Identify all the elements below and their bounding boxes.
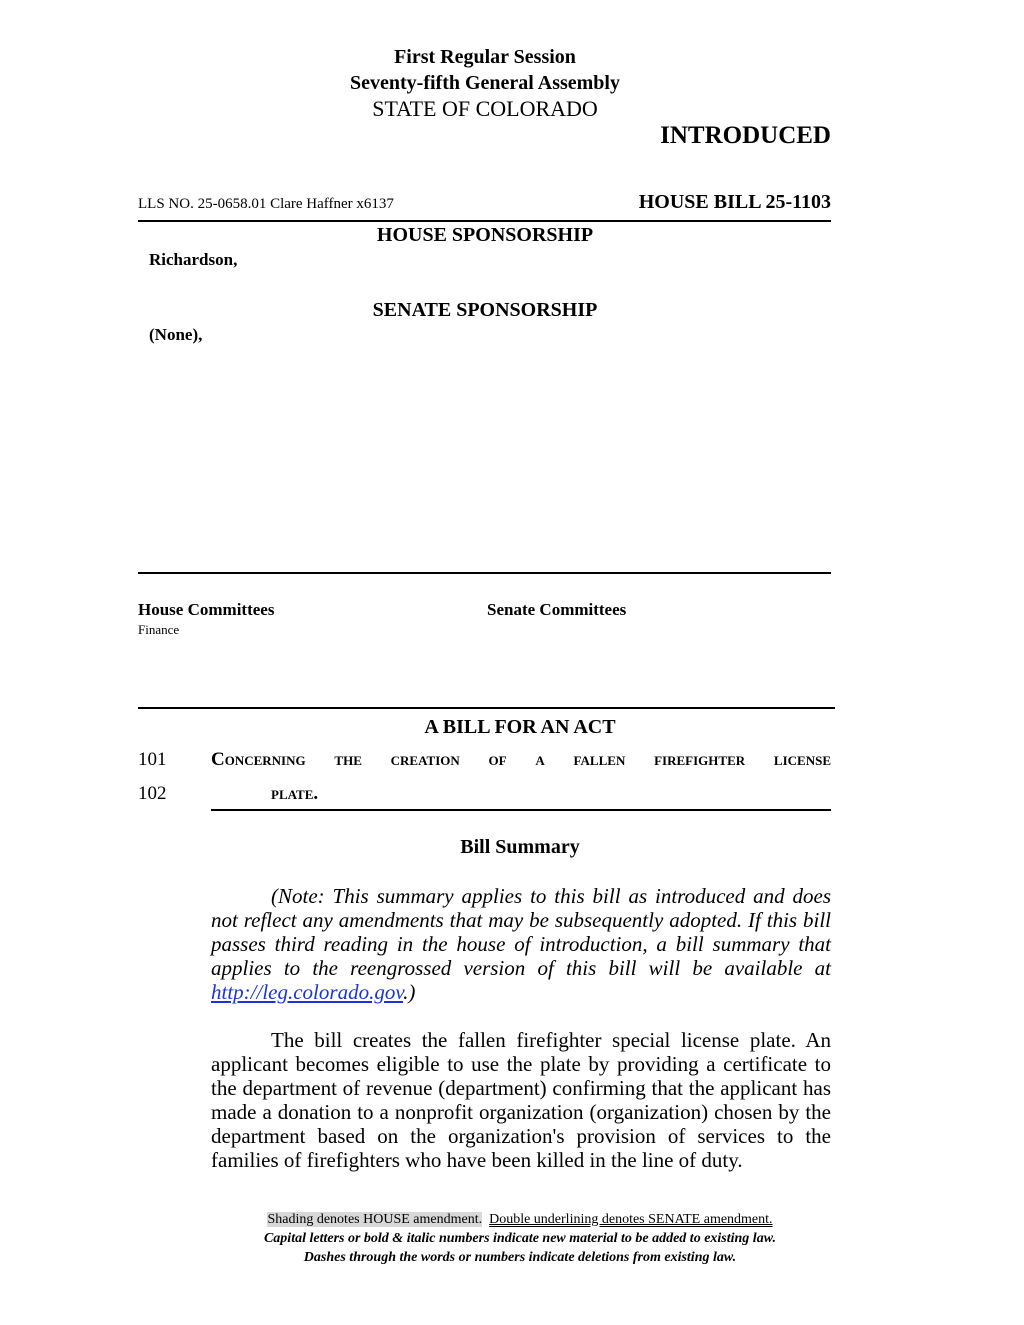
header-rule bbox=[138, 220, 831, 222]
summary-note-end: .) bbox=[403, 980, 416, 1004]
summary-note-text: (Note: This summary applies to this bill as introduced and does not reflect any amendments that may be subsequently adopted. If this bill passes third reading in the house of introduction, a bill summary that applies to the reengrossed version of this bill will be available at bbox=[211, 884, 831, 980]
summary-body: The bill creates the fallen firefighter special license plate. An applicant becomes eligible to use the plate by providing a certificate to the department of revenue (department) confirming that the applicant has made a donation to a nonprofit organization (organization) chosen by the department based on the organization's provision of services to the families of firefighters who have been killed in the line of duty. bbox=[211, 1028, 831, 1172]
dashes-note: Dashes through the words or numbers indicate deletions from existing law. bbox=[303, 1250, 737, 1265]
house-committee-item: Finance bbox=[138, 622, 180, 637]
capital-letters-note: Capital letters or bold & italic numbers indicate new material to be added to existing law. bbox=[263, 1231, 777, 1246]
committees-top-rule bbox=[138, 572, 831, 574]
assembly-label: Seventy-fifth General Assembly bbox=[350, 72, 620, 94]
act-title-line: plate. bbox=[271, 783, 319, 804]
house-amendment-note: Shading denotes HOUSE amendment. bbox=[267, 1212, 483, 1227]
senate-committees-heading: Senate Committees bbox=[487, 600, 627, 619]
act-title-rule bbox=[211, 809, 831, 811]
line-number: 102 bbox=[138, 783, 167, 804]
act-title-line: Concerning the creation of a fallen firefighter license bbox=[211, 749, 831, 770]
leg-website-link[interactable]: http://leg.colorado.gov bbox=[211, 980, 404, 1004]
house-sponsors: Richardson, bbox=[149, 250, 238, 269]
state-label: STATE OF COLORADO bbox=[372, 96, 598, 121]
act-top-rule bbox=[138, 707, 835, 709]
line-number: 101 bbox=[138, 749, 167, 770]
bill-number: HOUSE BILL 25-1103 bbox=[638, 191, 831, 213]
summary-note bbox=[211, 884, 831, 1004]
act-heading: A BILL FOR AN ACT bbox=[424, 716, 616, 738]
senate-sponsors: (None), bbox=[149, 325, 203, 344]
bill-status: INTRODUCED bbox=[660, 122, 831, 149]
bill-summary-heading: Bill Summary bbox=[460, 836, 580, 858]
house-committees-heading: House Committees bbox=[138, 600, 275, 619]
session-label: First Regular Session bbox=[394, 46, 576, 68]
house-sponsorship-title: HOUSE SPONSORSHIP bbox=[376, 224, 594, 246]
lls-number: LLS NO. 25-0658.01 Clare Haffner x6137 bbox=[138, 196, 394, 212]
senate-amendment-note: Double underlining denotes SENATE amendment. bbox=[489, 1212, 773, 1227]
senate-sponsorship-title: SENATE SPONSORSHIP bbox=[372, 299, 598, 321]
amendment-legend bbox=[0, 1210, 1024, 1229]
